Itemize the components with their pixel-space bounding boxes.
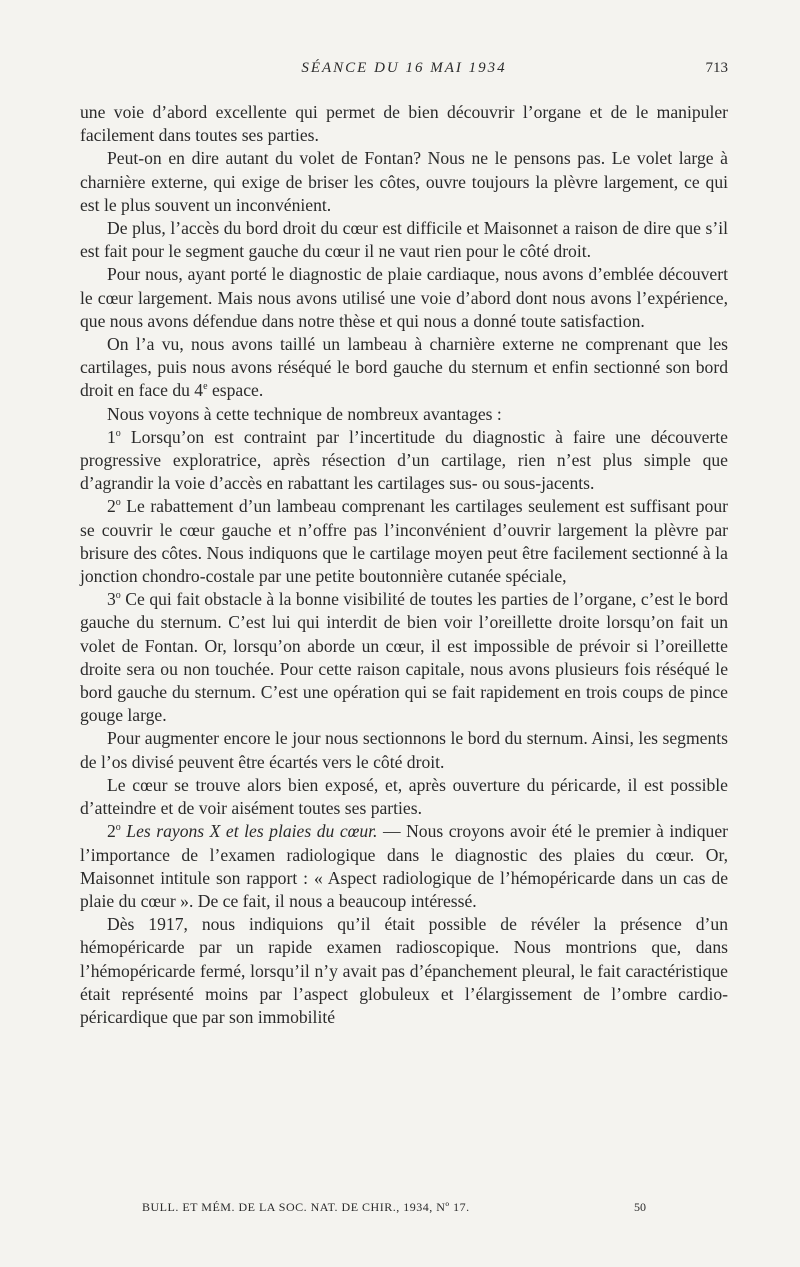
page-number: 713 [705, 60, 728, 76]
paragraph-13: Dès 1917, nous indiquions qu’il était possible de révéler la présence d’un hémopéricarde par un rapide examen radioscopique. Nous montrions que, dans l’hémopéricarde fermé, lorsqu’il n’y avait pas d’épanchement pleural, le fait caractéristique était représenté moins par l’aspect globuleux et l’élargissement de l’ombre cardio-péricardique que par son immobilité [80, 914, 728, 1027]
list-number: 1 [107, 426, 116, 447]
signature-mark: 50 [634, 1200, 646, 1214]
list-item-2 [80, 495, 728, 588]
paragraph-5-end: espace. [207, 380, 264, 401]
paragraph-5 [80, 333, 728, 403]
paragraph-6: Nous voyons à cette technique de nombreux avantages : [107, 403, 502, 424]
section-text: — Nous croyons avoir été le premier à indiquer l’importance de l’examen radiologique dans le diagnostic des plaies du cœur. Or, Maisonnet intitule son rapport : « Aspect radiologique de l’hémopéricarde dans un cas de plaie du cœur ». De ce fait, il nous a beaucoup intéressé. [80, 821, 729, 911]
list-item-1 [80, 426, 728, 496]
list-item-text: Le rabattement d’un lambeau comprenant les cartilages seulement est suffisant pour se couvrir le cœur gauche et n’offre pas l’inconvénient d’ouvrir largement la plèvre par brisure des côtes. Nous indiquons que le cartilage moyen peut être facilement sectionné à la jonction chondro-costale par une petite boutonnière cutanée spéciale, [80, 496, 728, 587]
paragraph-2: Peut-on en dire autant du volet de Fontan? Nous ne le pensons pas. Le volet large à charnière externe, qui exige de briser les côtes, ouvre toujours la plèvre largement, ce qui est le plus souvent un inconvénient. [80, 148, 728, 215]
section-title: Les rayons X et les plaies du cœur. [120, 821, 378, 842]
paragraph-4: Pour nous, ayant porté le diagnostic de plaie cardiaque, nous avons d’emblée découvert le cœur largement. Mais nous avons utilisé une voie d’abord dont nous avons l’expérience, que nous avons défendue dans notre thèse et qui nous a donné toute satisfaction. [80, 264, 728, 331]
list-item-3 [80, 588, 728, 727]
page-footer [80, 1200, 728, 1222]
running-header [80, 60, 728, 86]
list-number: 3 [107, 589, 116, 610]
paragraph-10: Pour augmenter encore le jour nous sectionnons le bord du sternum. Ainsi, les segments de l’os divisé peuvent être écartés vers le côté droit. [80, 728, 728, 772]
list-item-text: Lorsqu’on est contraint par l’incertitude du diagnostic à faire une découverte progressive exploratrice, après résection d’un cartilage, rien n’est plus simple que d’agrandir la voie d’accès en rabattant les cartilages sus- ou sous-jacents. [80, 426, 728, 494]
ordinal-superscript: e [203, 381, 208, 393]
section-number: 2 [107, 821, 116, 842]
running-title: SÉANCE DU 16 MAI 1934 [301, 60, 507, 76]
ordinal-superscript: o [115, 822, 121, 834]
paragraph-3: De plus, l’accès du bord droit du cœur est difficile et Maisonnet a raison de dire que s’il est fait pour le segment gauche du cœur il ne vaut rien pour le côté droit. [80, 218, 728, 262]
body-text [80, 101, 728, 1029]
paragraph-1: une voie d’abord excellente qui permet de bien découvrir l’organe et de le manipuler facilement dans toutes ses parties. [80, 102, 728, 146]
journal-citation: BULL. ET MÉM. DE LA SOC. NAT. DE CHIR., 1934, Nº 17. [142, 1200, 470, 1214]
ordinal-superscript: o [115, 497, 121, 509]
list-number: 2 [107, 496, 116, 517]
paragraph-5-text: On l’a vu, nous avons taillé un lambeau à charnière externe ne comprenant que les cartilages, puis nous avons réséqué le bord gauche du sternum et enfin sectionné son bord droit en face du 4 [80, 334, 728, 401]
paragraph-11: Le cœur se trouve alors bien exposé, et, après ouverture du péricarde, il est possible d’atteindre et de voir aisément toutes ses parties. [80, 774, 728, 819]
list-item-text: Ce qui fait obstacle à la bonne visibilité de toutes les parties de l’organe, c’est le bord gauche du sternum. C’est lui qui interdit de bien voir l’oreillette droite lorsqu’on fait un volet de Fontan. Or, lorsqu’on aborde un cœur, il est impossible de prévoir si l’oreillette droite sera ou non touchée. Pour cette raison capitale, nous avons plusieurs fois réséqué le bord gauche du sternum. C’est une opération qui se fait rapidement en trois coups de pince gouge large. [80, 589, 728, 726]
ordinal-superscript: o [115, 590, 121, 602]
ordinal-superscript: o [115, 427, 121, 439]
section-2-paragraph [80, 820, 728, 913]
